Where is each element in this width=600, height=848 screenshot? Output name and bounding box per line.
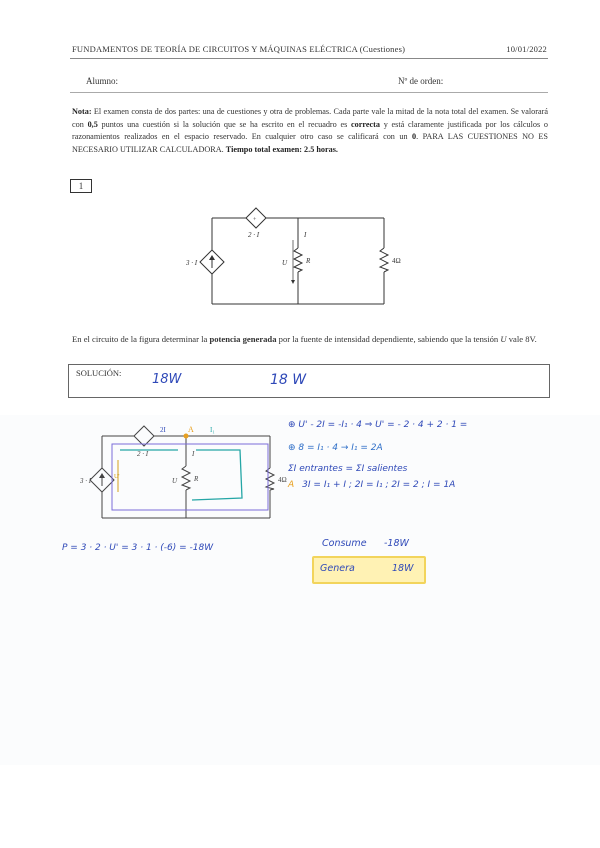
exam-note: Nota: El examen consta de dos partes: una de cuestiones y otra de problemas. Cada parte vale la mitad de la nota total del examen. Se valorará con 0,5 puntos una cuestión si la solución que se ha escrito en el recuadro es correcta y está claramente justificada por los cálculos o razonamientos realizados en el espacio reservado. En cualquier otro caso se calificará con un 0. PARA LAS CUESTIONES NO ES NECESARIO UTILIZAR CALCULADORA. Tiempo total examen: 2.5 horas. (72, 107, 548, 154)
dep-voltage-label: 2 · I (248, 231, 260, 239)
genera-label: Genera (320, 563, 355, 574)
note-label: Nota: (72, 107, 92, 116)
current-label-2: I (192, 450, 195, 458)
exam-header (72, 44, 547, 54)
resistor-label-2: R (194, 475, 199, 483)
fields-rule (70, 92, 548, 93)
voltage-label: U (282, 259, 288, 267)
genera-value: 18W (392, 563, 414, 574)
order-field: Nº de orden: (398, 76, 444, 86)
exam-title: FUNDAMENTOS DE TEORÍA DE CIRCUITOS Y MÁQUINAS ELÉCTRICA (Cuestiones) (72, 44, 406, 54)
dep-voltage-label-2: 2 · I (137, 450, 149, 458)
resistor2-label-2: 4Ω (278, 476, 287, 484)
resistor-label: R (306, 257, 311, 265)
consume-value: -18W (384, 538, 409, 549)
solution-box[interactable] (68, 364, 550, 398)
header-rule (70, 58, 548, 59)
annot-2i: 2I (160, 426, 166, 434)
dep-current-label: 3 · I (186, 259, 198, 267)
svg-text:+: + (253, 217, 257, 223)
exam-date: 10/01/2022 (506, 44, 547, 54)
annot-u-prime: U' (114, 474, 120, 480)
question-number: 1 (70, 179, 92, 193)
eq-line-4: A 3I = I₁ + I ; 2I = I₁ ; 2I = 2 ; I = 1A (288, 480, 456, 490)
eq-line-3: ΣI entrantes = ΣI salientes (288, 464, 408, 474)
solution-answer-1: 18W (152, 372, 182, 387)
annot-i1: I₁ (210, 426, 215, 434)
consume-label: Consume (322, 538, 367, 549)
solution-label: SOLUCIÓN: (76, 368, 122, 378)
question-text: En el circuito de la figura determinar la potencia generada por la fuente de intensidad dependiente, sabiendo que la tensión U vale 8V. (72, 334, 537, 344)
student-field: Alumno: (86, 76, 119, 86)
current-label: I (304, 231, 307, 239)
annotated-circuit (80, 418, 300, 526)
eq-line-1: ⊕ U' - 2I = -I₁ · 4 ⇒ U' = - 2 · 4 + 2 · 1 = (288, 420, 468, 430)
annot-node-a: A (188, 425, 194, 434)
resistor2-label: 4Ω (392, 257, 401, 265)
voltage-label-2: U (172, 477, 178, 485)
eq-line-2: ⊕ 8 = I₁ · 4 → I₁ = 2A (288, 443, 383, 453)
power-equation: P = 3 · 2 · U' = 3 · 1 · (-6) = -18W (62, 543, 214, 553)
dep-current-label-2: 3 · I (80, 477, 92, 485)
circuit-diagram (170, 200, 430, 315)
solution-answer-2: 18 W (270, 372, 307, 388)
